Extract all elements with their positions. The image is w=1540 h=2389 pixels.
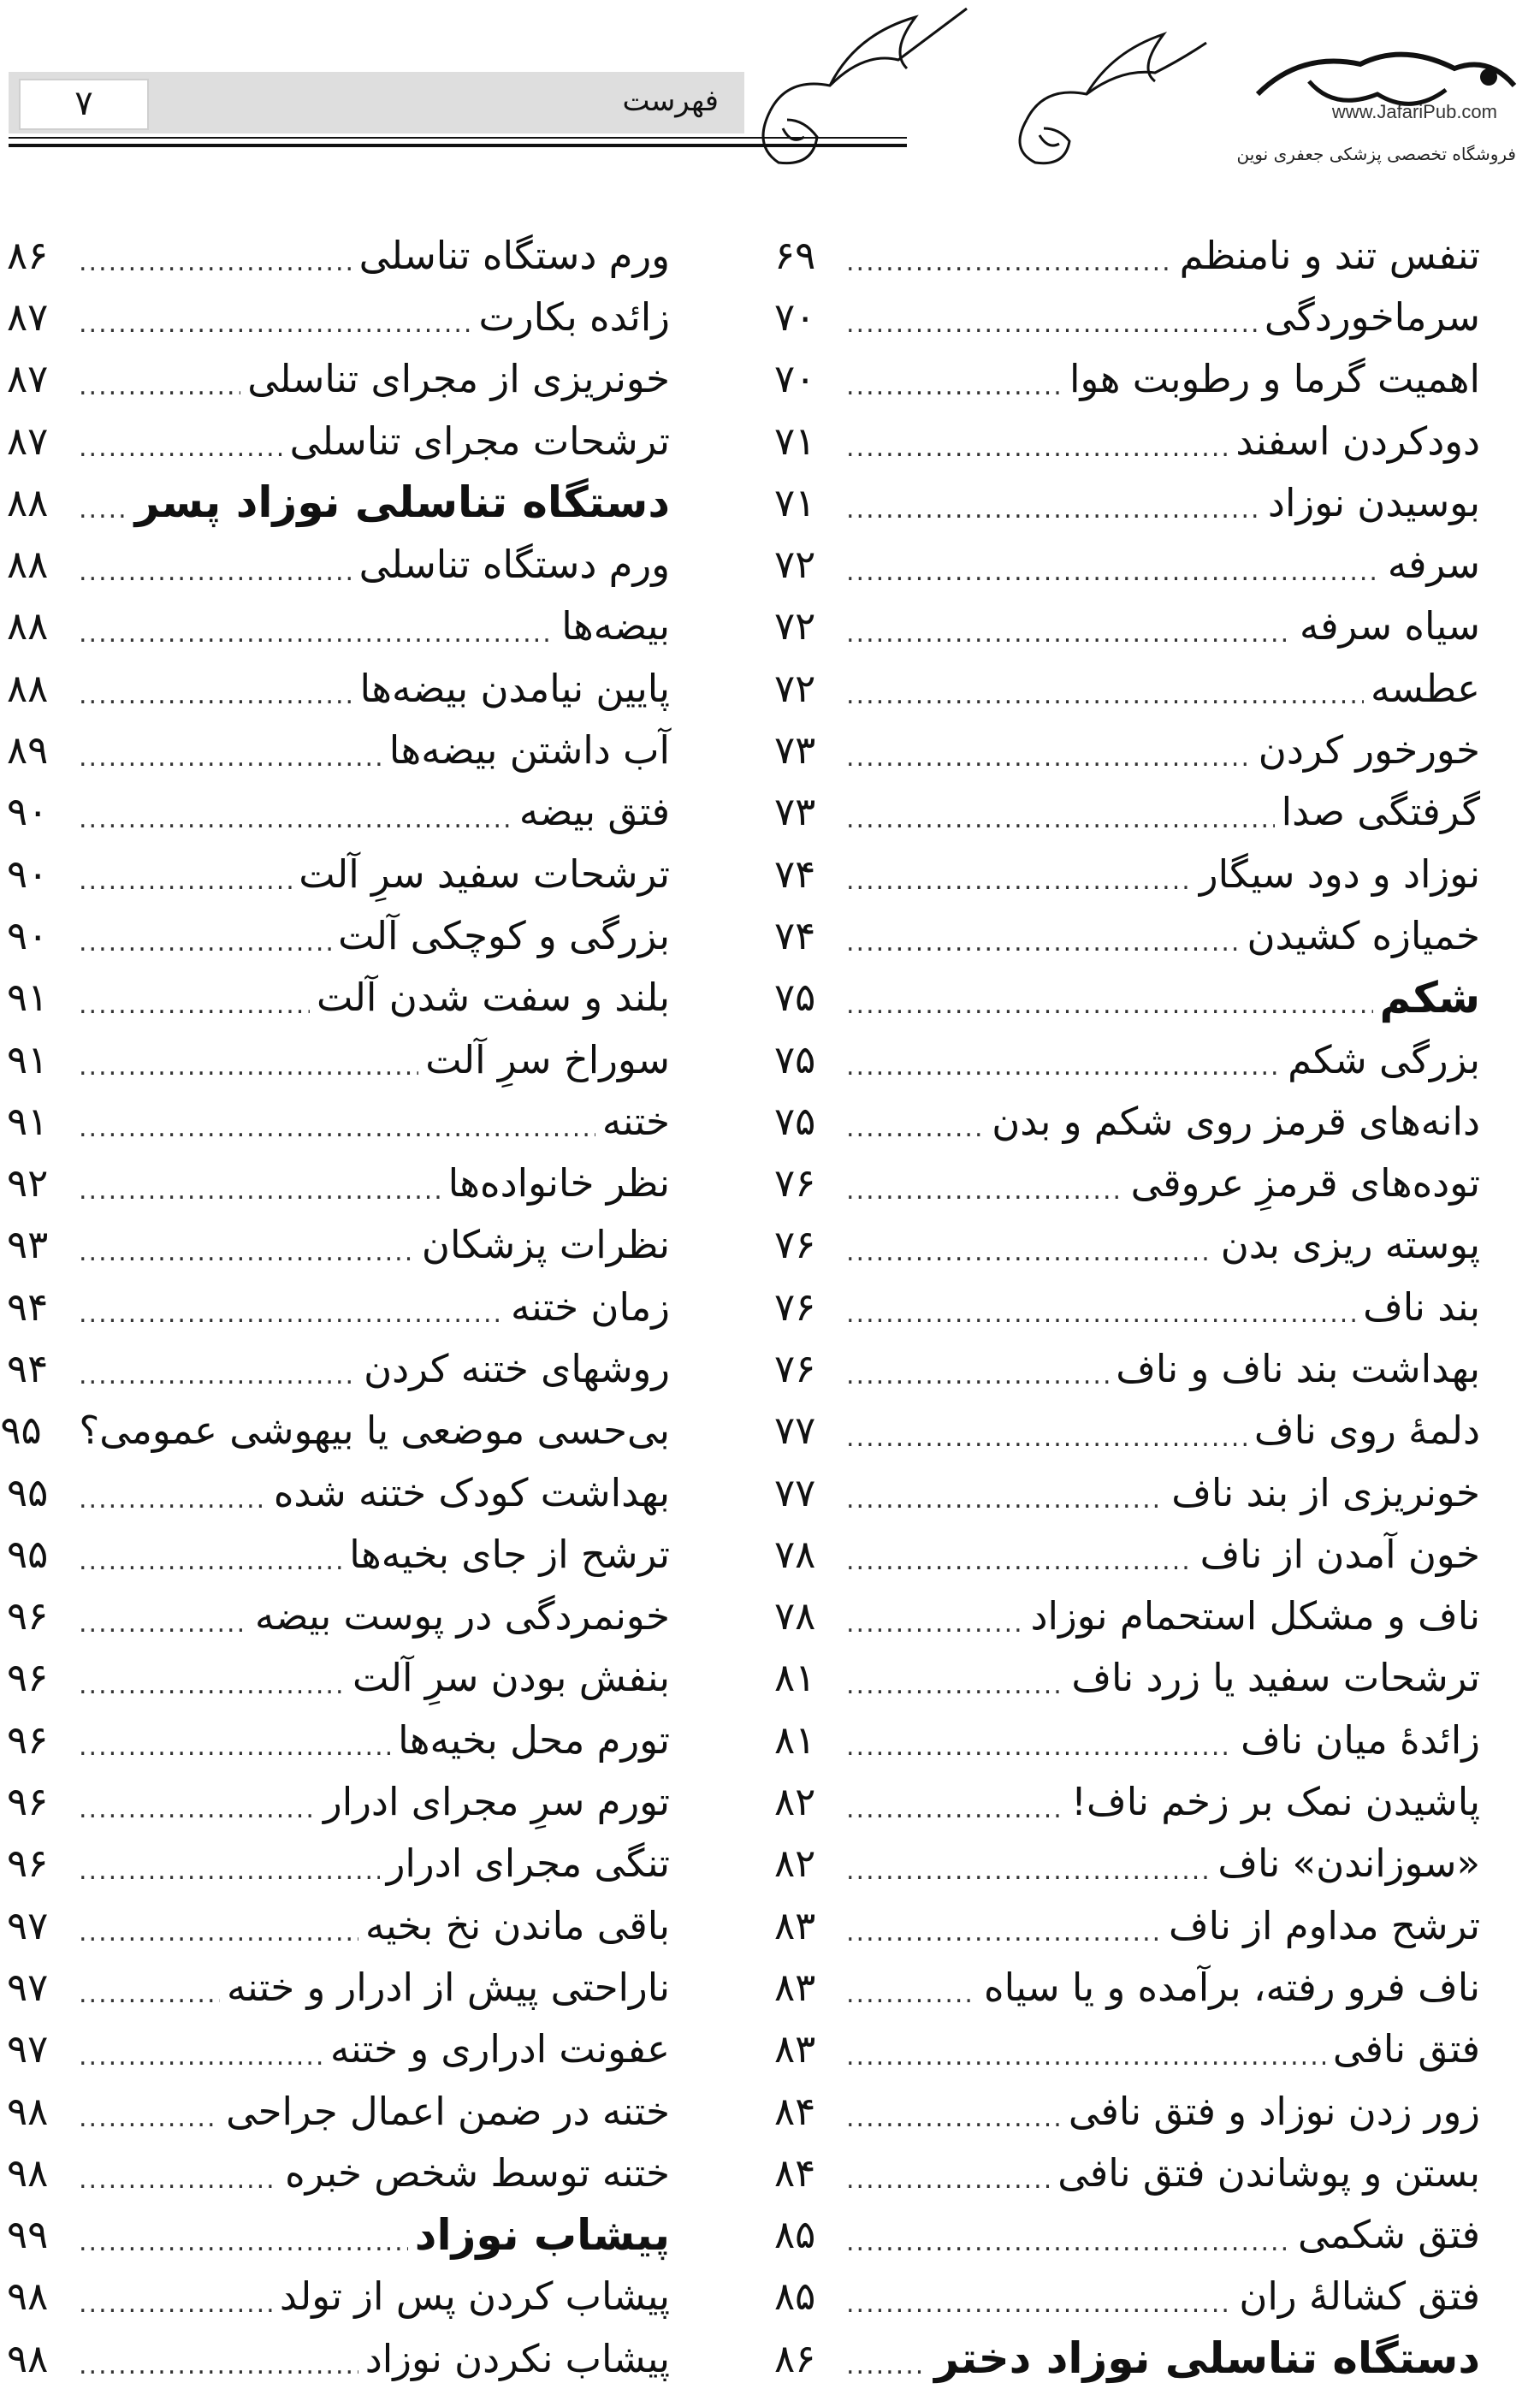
toc-entry-page: ۹۷ (7, 1964, 49, 2010)
page-number: ۷ (74, 84, 93, 123)
dot-leader (846, 296, 1258, 337)
toc-entry-page: ۹۵ (7, 1531, 49, 1577)
dot-leader (846, 2276, 1232, 2317)
toc-entry (7, 1029, 670, 1090)
dot-leader (79, 1596, 248, 1637)
toc-entry (774, 1400, 1480, 1461)
dot-leader (846, 1348, 1109, 1389)
dot-leader (79, 606, 554, 647)
dot-leader (846, 2152, 1051, 2193)
toc-entry-page: ۷۷ (774, 1469, 816, 1515)
toc-entry-page: ۷۶ (774, 1345, 816, 1391)
dot-leader (79, 1781, 317, 1823)
stork-illustration (736, 0, 1215, 171)
dot-leader (79, 2338, 358, 2379)
toc-entry (0, 1400, 670, 1461)
toc-entry (7, 2142, 670, 2203)
dot-leader (846, 1224, 1214, 1266)
toc-entry-page: ۹۰ (7, 789, 49, 835)
toc-entry-title: گرفتگی صدا (1275, 789, 1480, 834)
dot-leader (79, 1843, 380, 1884)
toc-entry-page: ۸۳ (774, 1964, 816, 2010)
toc-entry-page: ۷۶ (774, 1222, 816, 1268)
dot-leader (846, 1100, 985, 1141)
toc-entry-title: فتق بیضه (512, 789, 670, 834)
toc-entry-page: ۸۸ (7, 603, 49, 649)
toc-entry-page: ۸۷ (7, 293, 49, 340)
toc-entry (7, 719, 670, 780)
toc-entry-title: بی‌حسی موضعی یا بیهوشی عمومی؟ (72, 1408, 670, 1453)
toc-entry-page: ۸۵ (774, 2273, 816, 2320)
toc-entry (7, 1152, 670, 1213)
toc-entry-page: ۹۸ (7, 2149, 49, 2196)
toc-entry-title: ختنه (595, 1099, 670, 1144)
toc-heading (774, 2327, 1480, 2389)
toc-entry-page: ۸۹ (7, 727, 49, 774)
toc-entry-title: بیضه‌ها (554, 603, 670, 649)
toc-entry (774, 533, 1480, 595)
toc-entry-title: نظر خانواده‌ها (441, 1160, 670, 1206)
toc-entry-page: ۷۵ (774, 1036, 816, 1082)
toc-entry-page: ۷۰ (774, 293, 816, 340)
toc-entry-title: بند ناف (1356, 1284, 1480, 1330)
toc-entry (774, 1461, 1480, 1523)
toc-entry-page: ۹۰ (7, 851, 49, 897)
toc-entry-title: بهداشت بند ناف و ناف (1109, 1346, 1480, 1391)
toc-entry-page: ۷۸ (774, 1593, 816, 1639)
toc-entry-title: سیاه سرفه (1293, 603, 1480, 649)
toc-entry-title: ختنه در ضمن اعمال جراحی (219, 2089, 670, 2134)
toc-entry (774, 1152, 1480, 1213)
dot-leader (846, 1286, 1356, 1327)
toc-entry-title: دستگاه تناسلی نوزاد دختر (927, 2333, 1480, 2383)
dot-leader (79, 234, 352, 276)
toc-entry-page: ۷۱ (774, 418, 816, 464)
dot-leader (846, 1843, 1211, 1884)
toc-entry-page: ۷۶ (774, 1160, 816, 1206)
toc-entry-title: عفونت ادراری و ختنه (323, 2026, 670, 2072)
toc-entry (7, 2018, 670, 2080)
toc-entry-title: پایین نیامدن بیضه‌ها (353, 666, 670, 711)
page-number-box (19, 79, 149, 130)
publisher-tagline: فروشگاه تخصصی پزشکی جعفری نوین (1236, 144, 1516, 164)
dot-leader (79, 730, 382, 771)
toc-entry-page: ۷۰ (774, 356, 816, 402)
dot-leader (79, 1224, 415, 1266)
toc-entry (774, 781, 1480, 843)
dot-leader (846, 730, 1252, 771)
toc-entry-page: ۹۸ (7, 2273, 49, 2320)
toc-entry (7, 2080, 670, 2142)
toc-entry-page: ۸۱ (774, 1716, 816, 1763)
toc-entry (7, 967, 670, 1029)
toc-entry-title: پاشیدن نمک بر زخم ناف! (1064, 1779, 1480, 1824)
toc-heading (7, 2204, 670, 2266)
toc-entry-page: ۷۲ (774, 542, 816, 588)
dot-leader (79, 1286, 504, 1327)
toc-entry-title: سرفه (1381, 542, 1480, 587)
toc-entry-page: ۸۳ (774, 1902, 816, 1948)
dot-leader (79, 1657, 346, 1698)
toc-entry-page: ۷۴ (774, 912, 816, 958)
toc-entry (7, 904, 670, 966)
toc-entry (7, 1090, 670, 1152)
dot-leader (846, 606, 1293, 647)
toc-entry-page: ۹۰ (7, 912, 49, 958)
dot-leader (846, 1039, 1281, 1080)
toc-entry-title: سرماخوردگی (1258, 294, 1480, 340)
toc-entry-page: ۷۲ (774, 665, 816, 711)
dot-leader (846, 1905, 1162, 1946)
toc-entry-title: شکم (1373, 973, 1480, 1023)
dot-leader (79, 791, 512, 833)
dot-leader (846, 1410, 1247, 1451)
toc-entry (774, 2142, 1480, 2203)
toc-entry-page: ۹۶ (7, 1779, 49, 1825)
toc-entry (774, 1214, 1480, 1276)
toc-entry (774, 348, 1480, 410)
dot-leader (846, 482, 1261, 523)
dot-leader (846, 1781, 1064, 1823)
toc-entry-page: ۹۱ (7, 1098, 49, 1144)
toc-entry (7, 224, 670, 286)
toc-entry-page: ۸۲ (774, 1841, 816, 1887)
toc-entry (7, 1523, 670, 1585)
toc-entry-title: ناراحتی پیش از ادرار و ختنه (220, 1965, 670, 2010)
toc-entry-page: ۹۱ (7, 1036, 49, 1082)
toc-entry-title: دلمهٔ روی ناف (1247, 1408, 1480, 1453)
toc-entry-title: ورم دستگاه تناسلی (352, 542, 670, 587)
toc-entry-page: ۹۳ (7, 1222, 49, 1268)
toc-entry-title: بزرگی و کوچکی آلت (331, 913, 670, 958)
toc-entry-title: زائده بکارت (472, 294, 670, 340)
toc-entry-page: ۹۵ (7, 1469, 49, 1515)
toc-entry (7, 1956, 670, 2018)
toc-entry (774, 1276, 1480, 1337)
dot-leader (846, 1533, 1194, 1574)
toc-entry-title: ورم دستگاه تناسلی (352, 233, 670, 278)
toc-entry-page: ۷۵ (774, 1098, 816, 1144)
toc-entry-title: سوراخ سرِ آلت (418, 1037, 670, 1082)
toc-entry-page: ۷۱ (774, 479, 816, 525)
dot-leader (846, 1472, 1164, 1513)
toc-entry (7, 1586, 670, 1647)
toc-entry-title: فتق شکمی (1291, 2212, 1480, 2257)
toc-entry-page: ۸۵ (774, 2212, 816, 2258)
toc-entry-title: خون آمدن از ناف (1194, 1532, 1480, 1577)
toc-entry-page: ۹۹ (7, 2212, 49, 2258)
toc-entry (774, 1956, 1480, 2018)
dot-leader (846, 1719, 1234, 1760)
toc-entry (774, 2266, 1480, 2327)
toc-entry-title: تنفس تند و نامنظم (1173, 233, 1480, 278)
toc-entry-title: تورم سرِ مجرای ادرار (317, 1779, 670, 1824)
toc-entry (7, 657, 670, 719)
toc-entry (7, 1709, 670, 1770)
dot-leader (79, 2276, 273, 2317)
toc-entry-page: ۸۷ (7, 418, 49, 464)
toc-entry (7, 2327, 670, 2389)
toc-entry (774, 471, 1480, 533)
toc-entry (774, 1833, 1480, 1894)
toc-entry-page: ۹۷ (7, 2026, 49, 2072)
toc-right-column (774, 224, 1480, 2389)
toc-entry-title: نظرات پزشکان (415, 1222, 670, 1267)
dot-leader (846, 915, 1240, 956)
toc-entry-title: خونریزی از مجرای تناسلی (240, 356, 670, 401)
toc-entry-title: پوسته ریزی بدن (1214, 1222, 1480, 1267)
dot-leader (79, 544, 352, 585)
toc-entry-title: خورخور کردن (1252, 727, 1480, 773)
section-title: فهرست (622, 84, 719, 118)
toc-entry-page: ۸۴ (774, 2149, 816, 2196)
toc-entry-title: تورم محل بخیه‌ها (391, 1717, 670, 1763)
dot-leader (846, 977, 1373, 1018)
toc-entry-page: ۷۶ (774, 1283, 816, 1330)
toc-entry-title: پیشاب نکردن نوزاد (358, 2336, 670, 2381)
toc-entry-page: ۹۲ (7, 1160, 49, 1206)
dot-leader (846, 2214, 1291, 2256)
toc-entry (7, 1647, 670, 1709)
toc-entry (7, 1214, 670, 1276)
toc-entry-title: بنفش بودن سرِ آلت (346, 1655, 670, 1700)
toc-entry-page: ۷۳ (774, 727, 816, 774)
dot-leader (79, 915, 331, 956)
toc-entry-page: ۷۴ (774, 851, 816, 897)
dot-leader (79, 1348, 357, 1389)
toc-entry (7, 286, 670, 347)
toc-entry (774, 224, 1480, 286)
toc-entry (774, 410, 1480, 471)
toc-entry (774, 1523, 1480, 1585)
toc-entry-page: ۷۲ (774, 603, 816, 649)
dot-leader (79, 1533, 342, 1574)
toc-entry-title: زمان ختنه (504, 1284, 670, 1330)
toc-entry (7, 1770, 670, 1832)
dot-leader (79, 482, 128, 523)
toc-entry (774, 2204, 1480, 2266)
dot-leader (846, 667, 1364, 708)
toc-entry-title: بهداشت کودک ختنه شده (267, 1470, 670, 1515)
toc-entry-title: «سوزاندن» ناف (1211, 1841, 1480, 1886)
toc-entry (774, 657, 1480, 719)
toc-entry-title: بستن و پوشاندن فتق نافی (1051, 2150, 1480, 2196)
toc-entry (774, 1586, 1480, 1647)
dot-leader (79, 1472, 267, 1513)
toc-entry-title: باقی ماندن نخ بخیه (358, 1903, 670, 1948)
dot-leader (846, 791, 1275, 833)
toc-entry-page: ۹۴ (7, 1283, 49, 1330)
toc-entry-page: ۹۷ (7, 1902, 49, 1948)
toc-entry-title: فتق کشالهٔ ران (1232, 2273, 1480, 2319)
toc-entry (774, 596, 1480, 657)
toc-entry-title: ناف و مشکل استحمام نوزاد (1024, 1593, 1480, 1639)
toc-entry-title: ترشح مداوم از ناف (1162, 1903, 1480, 1948)
dot-leader (79, 853, 292, 894)
toc-entry (774, 1709, 1480, 1770)
toc-entry-page: ۸۲ (774, 1779, 816, 1825)
toc-entry-title: ترشحات مجرای تناسلی (283, 418, 670, 464)
toc-entry-title: بزرگی شکم (1281, 1037, 1480, 1082)
toc-entry-title: خونریزی از بند ناف (1164, 1470, 1480, 1515)
toc-entry-page: ۹۶ (7, 1841, 49, 1887)
toc-entry-page: ۸۸ (7, 542, 49, 588)
dot-leader (846, 2338, 927, 2379)
toc-entry (7, 348, 670, 410)
dot-leader (846, 420, 1229, 461)
toc-entry-page: ۹۶ (7, 1655, 49, 1701)
toc-entry-page: ۸۶ (774, 2335, 816, 2381)
toc-entry-page: ۸۸ (7, 479, 49, 525)
toc-entry (774, 1337, 1480, 1399)
toc-entry-page: ۸۷ (7, 356, 49, 402)
toc-entry-page: ۸۸ (7, 665, 49, 711)
toc-entry-title: روشهای ختنه کردن (357, 1346, 670, 1391)
dot-leader (79, 1966, 220, 2007)
toc-entry (774, 843, 1480, 904)
dot-leader (79, 359, 240, 400)
toc-entry-title: اهمیت گرما و رطوبت هوا (1063, 356, 1480, 401)
toc-entry-title: خونمردگی در پوست بیضه (248, 1593, 670, 1639)
dot-leader (79, 1163, 441, 1204)
toc-heading (7, 471, 670, 533)
toc-entry (7, 1276, 670, 1337)
toc-entry-title: فتق نافی (1326, 2026, 1480, 2072)
toc-entry-title: عطسه (1364, 666, 1480, 711)
dot-leader (79, 2152, 278, 2193)
toc-entry-page: ۸۴ (774, 2088, 816, 2134)
dot-leader (79, 2214, 408, 2256)
dot-leader (846, 1657, 1064, 1698)
toc-entry-page: ۸۶ (7, 232, 49, 278)
dot-leader (79, 1905, 358, 1946)
dot-leader (79, 1100, 595, 1141)
toc-entry-title: نوزاد و دود سیگار (1193, 851, 1480, 897)
toc-entry-title: ترشح از جای بخیه‌ها (342, 1532, 670, 1577)
toc-entry-page: ۷۸ (774, 1531, 816, 1577)
toc-entry-page: ۹۱ (7, 975, 49, 1021)
toc-left-column (0, 224, 670, 2389)
toc-entry (7, 843, 670, 904)
dot-leader (846, 234, 1173, 276)
toc-entry-title: ختنه توسط شخص خبره (278, 2150, 670, 2196)
toc-entry (774, 2080, 1480, 2142)
toc-entry-page: ۹۶ (7, 1593, 49, 1639)
dot-leader (79, 667, 353, 708)
dot-leader (79, 1039, 418, 1080)
toc-entry-title: ترشحات سفید سرِ آلت (292, 851, 670, 897)
toc-entry-title: دودکردن اسفند (1229, 418, 1480, 464)
toc-entry (7, 410, 670, 471)
toc-entry-title: زور زدن نوزاد و فتق نافی (1062, 2089, 1480, 2134)
dot-leader (846, 2090, 1062, 2131)
toc-entry-title: زائدهٔ میان ناف (1234, 1717, 1480, 1763)
toc-entry-title: ترشحات سفید یا زرد ناف (1064, 1655, 1480, 1700)
toc-entry-title: توده‌های قرمزِ عروقی (1124, 1160, 1480, 1206)
toc-heading (774, 967, 1480, 1029)
dot-leader (846, 1596, 1024, 1637)
toc-entry (774, 904, 1480, 966)
toc-entry-page: ۷۵ (774, 975, 816, 1021)
toc-entry-page: ۹۸ (7, 2335, 49, 2381)
toc-entry-page: ۹۶ (7, 1716, 49, 1763)
dot-leader (846, 359, 1063, 400)
toc-entry (7, 1894, 670, 1956)
toc-entry-title: پیشاب نوزاد (408, 2210, 670, 2260)
toc-entry-title: تنگی مجرای ادرار (380, 1841, 670, 1886)
toc-entry (774, 1647, 1480, 1709)
dot-leader (79, 1719, 391, 1760)
toc-entry (7, 596, 670, 657)
toc-entry (7, 533, 670, 595)
dot-leader (79, 977, 310, 1018)
toc-entry-title: پیشاب کردن پس از تولد (273, 2273, 670, 2319)
toc-entry (7, 1461, 670, 1523)
dot-leader (79, 2090, 219, 2131)
dot-leader (79, 2029, 323, 2070)
toc-entry-page: ۹۴ (7, 1345, 49, 1391)
dot-leader (846, 1966, 977, 2007)
header-bar (9, 72, 744, 133)
toc-entry-title: ناف فرو رفته، برآمده و یا سیاه (977, 1965, 1480, 2010)
toc-entry (774, 1894, 1480, 1956)
publisher-url: www.JafariPub.com (1331, 101, 1497, 122)
dot-leader (846, 2029, 1326, 2070)
toc-entry-page: ۹۵ (0, 1408, 42, 1454)
dot-leader (846, 1163, 1124, 1204)
toc-entry (774, 1770, 1480, 1832)
toc-entry-page: ۷۳ (774, 789, 816, 835)
toc-entry-title: بلند و سفت شدن آلت (310, 975, 670, 1020)
toc-entry (774, 1029, 1480, 1090)
dot-leader (846, 544, 1381, 585)
toc-entry-title: بوسیدن نوزاد (1261, 480, 1480, 525)
toc-entry-title: دستگاه تناسلی نوزاد پسر (128, 477, 670, 527)
toc-entry (774, 2018, 1480, 2080)
toc-entry-page: ۸۳ (774, 2026, 816, 2072)
toc-entry-title: دانه‌های قرمز روی شکم و بدن (985, 1099, 1480, 1144)
toc-entry-page: ۸۱ (774, 1655, 816, 1701)
toc-entry (7, 1833, 670, 1894)
toc-entry-page: ۷۷ (774, 1408, 816, 1454)
toc-entry (7, 2266, 670, 2327)
toc-entry (7, 781, 670, 843)
toc-entry-page: ۹۸ (7, 2088, 49, 2134)
toc-entry (774, 719, 1480, 780)
toc-entry (7, 1337, 670, 1399)
toc-entry-page: ۶۹ (774, 232, 816, 278)
toc-entry-title: خمیازه کشیدن (1240, 913, 1480, 958)
dot-leader (79, 296, 472, 337)
dot-leader (79, 420, 283, 461)
toc-entry-title: آب داشتن بیضه‌ها (382, 727, 670, 773)
toc-entry (774, 1090, 1480, 1152)
dot-leader (846, 853, 1193, 894)
toc-entry (774, 286, 1480, 347)
